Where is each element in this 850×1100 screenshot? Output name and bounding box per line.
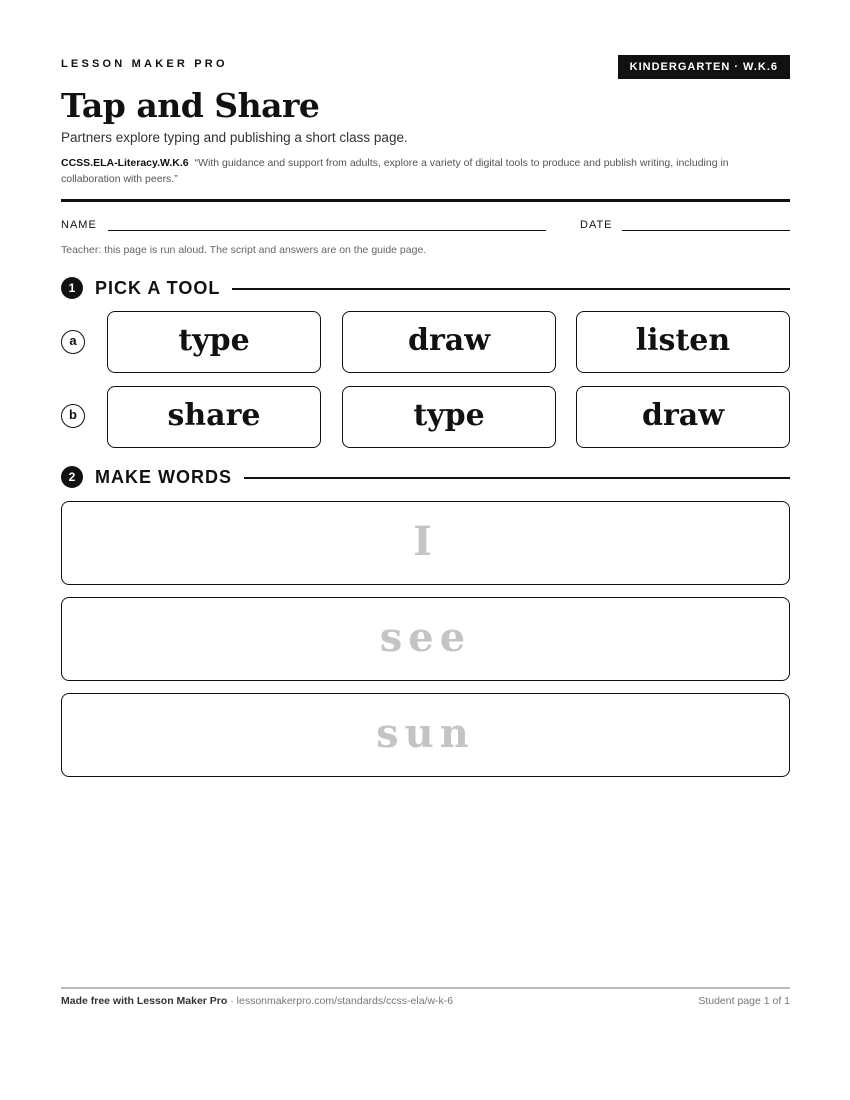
- trace-word-box[interactable]: I: [61, 501, 790, 585]
- row-letter-b: b: [61, 404, 85, 428]
- section-pick-a-tool: [61, 276, 790, 300]
- tool-option[interactable]: listen: [576, 311, 790, 373]
- date-label: DATE: [580, 219, 613, 231]
- tool-option[interactable]: share: [107, 386, 321, 448]
- tool-option[interactable]: draw: [342, 311, 556, 373]
- section-make-words: [61, 465, 790, 489]
- standard-text: “With guidance and support from adults, explore a variety of digital tools to produce and publish writing, including in collaboration with peers.”: [61, 157, 729, 185]
- row-letter-a: a: [61, 330, 85, 354]
- name-field[interactable]: [108, 230, 546, 231]
- page-title: Tap and Share: [61, 86, 320, 125]
- name-date-row: [61, 219, 790, 235]
- date-field[interactable]: [622, 230, 790, 231]
- footer-credit: [61, 995, 453, 1007]
- tool-option[interactable]: type: [107, 311, 321, 373]
- standard-statement: [61, 155, 790, 187]
- tool-option[interactable]: type: [342, 386, 556, 448]
- header-divider: [61, 199, 790, 202]
- trace-word-box[interactable]: sun: [61, 693, 790, 777]
- footer-url[interactable]: · lessonmakerpro.com/standards/ccss-ela/w-k-6: [227, 995, 454, 1007]
- tool-option[interactable]: draw: [576, 386, 790, 448]
- trace-word-box[interactable]: see: [61, 597, 790, 681]
- page-subtitle: Partners explore typing and publishing a short class page.: [61, 130, 408, 145]
- section-number: 1: [61, 277, 83, 299]
- brand-name: LESSON MAKER PRO: [61, 58, 228, 70]
- grade-badge: KINDERGARTEN · W.K.6: [618, 55, 790, 79]
- section-heading: PICK A TOOL: [95, 276, 232, 300]
- standard-code: CCSS.ELA-Literacy.W.K.6: [61, 157, 189, 169]
- teacher-note: Teacher: this page is run aloud. The script and answers are on the guide page.: [61, 244, 427, 256]
- footer-divider: [61, 987, 790, 989]
- footer-page-number: Student page 1 of 1: [698, 995, 790, 1007]
- section-number: 2: [61, 466, 83, 488]
- worksheet-page: [61, 0, 790, 1100]
- section-heading: MAKE WORDS: [95, 465, 244, 489]
- name-label: NAME: [61, 219, 97, 231]
- footer-made-with: Made free with Lesson Maker Pro: [61, 995, 228, 1007]
